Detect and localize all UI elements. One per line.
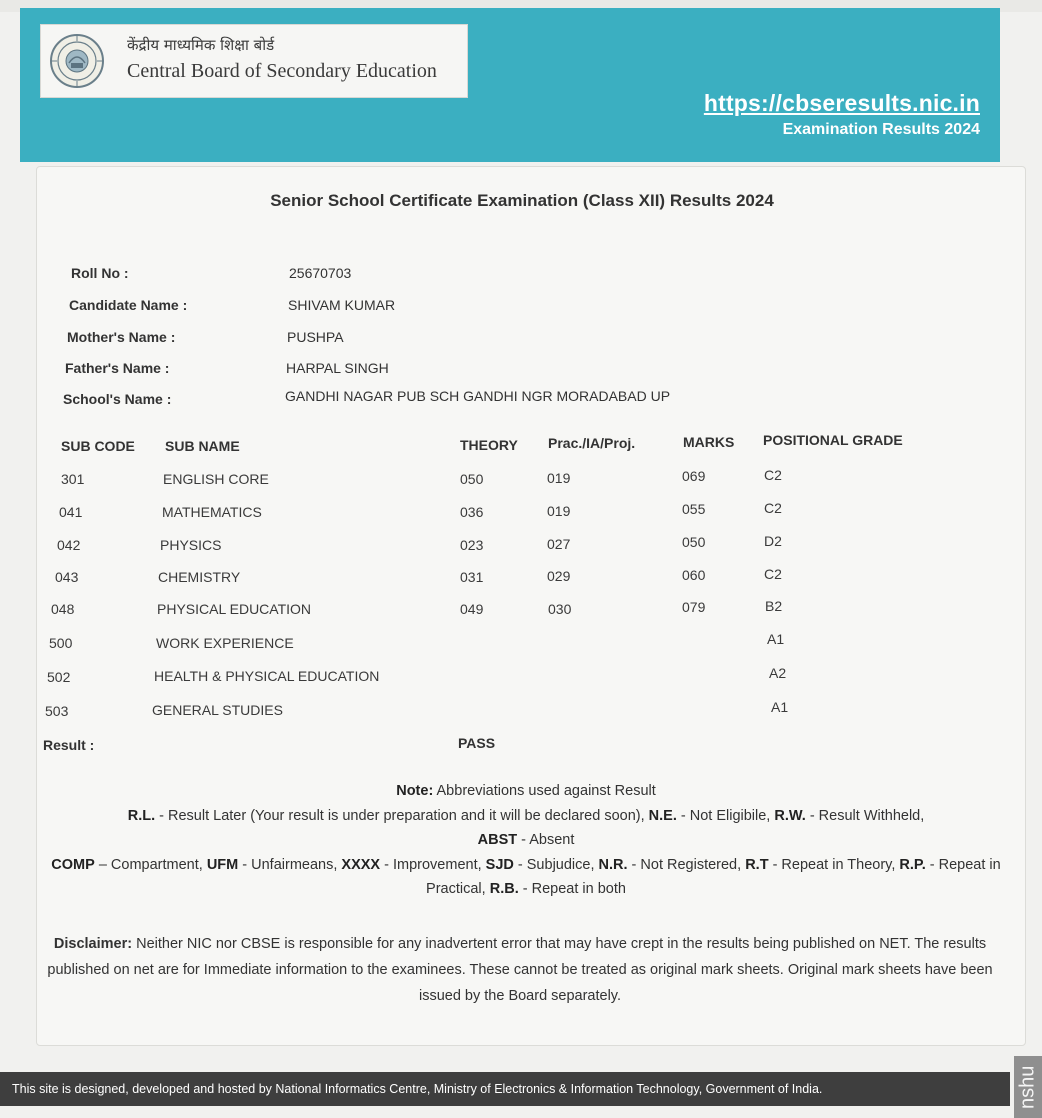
school-name-value: GANDHI NAGAR PUB SCH GANDHI NGR MORADABAD UP [285,388,671,404]
disclaimer [37,931,1003,1009]
note-ne: N.E. [648,807,677,824]
results-year-label: Examination Results 2024 [782,121,980,138]
table-row-3-name: PHYSICS [160,537,222,553]
result-label: Result : [43,737,95,753]
table-row-7-code: 502 [47,669,71,685]
note-sjd-text: - Subjudice, [517,856,595,873]
table-row-4-code: 043 [55,569,79,585]
table-row-5-marks: 079 [682,599,706,615]
note-comp-text: – Compartment, [98,856,203,873]
table-row-2-theory: 036 [460,504,484,520]
note-rw: R.W. [774,807,806,824]
note-sjd: SJD [485,856,514,873]
note-abst: ABST [477,832,518,848]
table-row-6-name: WORK EXPERIENCE [156,635,294,651]
table-row-1-grade: C2 [764,467,782,483]
table-row-3-theory: 023 [460,537,484,553]
note-rt: R.T [745,856,769,873]
note-rb-text: - Repeat in both [522,881,626,897]
note-comp: COMP [51,856,95,873]
table-row-1-marks: 069 [682,468,706,484]
table-row-4-marks: 060 [682,567,706,583]
disclaimer-label: Disclaimer: [53,936,133,952]
table-row-8-code: 503 [45,703,69,719]
table-row-6-code: 500 [49,635,73,651]
page-footer: This site is designed, developed and hosted by National Informatics Centre, Ministry of Electronics & Information Technology, Government of India. [0,1072,1010,1106]
note-abst-text: - Absent [521,832,575,848]
table-row-5-code: 048 [51,601,75,617]
table-row-3-practical: 027 [547,536,571,552]
table-row-2-practical: 019 [547,503,571,519]
col-header-sub-code: SUB CODE [61,438,135,454]
note-line-1 [51,804,1001,829]
candidate-name-label: Candidate Name : [69,297,188,313]
table-row-1-practical: 019 [547,470,571,486]
table-row-5-theory: 049 [460,601,484,617]
note-ne-text: - Not Eligibile, [680,807,771,824]
note-rp-text: - Repeat in Practical, [426,856,1001,897]
note-ufm: UFM [206,856,239,873]
col-header-sub-name: SUB NAME [165,438,240,454]
exam-title: Senior School Certificate Examination (Class XII) Results 2024 [270,191,774,210]
table-row-3-code: 042 [57,537,81,553]
table-row-2-name: MATHEMATICS [162,504,262,520]
result-value: PASS [458,735,496,751]
note-title: Note: [396,783,434,799]
mother-name-label: Mother's Name : [67,329,176,345]
table-row-5-practical: 030 [548,601,572,617]
col-header-marks: MARKS [683,434,735,450]
table-row-5-name: PHYSICAL EDUCATION [157,601,312,617]
result-card [36,166,1026,1046]
edge-watermark-text: nshu [1014,1056,1042,1118]
board-logo-box [40,24,468,98]
note-title-rest: Abbreviations used against Result [436,783,656,799]
table-row-1-theory: 050 [460,471,484,487]
table-row-1-name: ENGLISH CORE [163,471,269,487]
note-nr-text: - Not Registered, [631,856,742,873]
note-line-3 [51,853,1001,902]
table-row-2-code: 041 [59,504,83,520]
cbse-emblem-icon [49,33,105,89]
board-name-english: Central Board of Secondary Education [127,60,437,82]
note-nr: N.R. [598,856,628,873]
roll-no-label: Roll No : [71,265,129,281]
table-row-3-grade: D2 [764,533,782,549]
table-row-6-grade: A1 [767,631,785,647]
note-line-2 [51,828,1001,853]
note-rw-text: - Result Withheld, [809,807,925,824]
note-ufm-text: - Unfairmeans, [242,856,338,873]
board-name-hindi: केंद्रीय माध्यमिक शिक्षा बोर्ड [127,36,275,54]
table-row-2-grade: C2 [764,500,782,516]
col-header-grade: POSITIONAL GRADE [763,432,903,448]
table-row-5-grade: B2 [765,598,783,614]
table-row-2-marks: 055 [682,501,706,517]
table-row-7-name: HEALTH & PHYSICAL EDUCATION [154,668,380,684]
table-row-3-marks: 050 [682,534,706,550]
table-row-8-grade: A1 [771,699,789,715]
note-rp: R.P. [899,856,926,873]
note-xxxx: XXXX [341,856,381,873]
father-name-value: HARPAL SINGH [286,360,389,376]
candidate-name-value: SHIVAM KUMAR [288,297,396,313]
table-row-4-grade: C2 [764,566,782,582]
note-xxxx-text: - Improvement, [384,856,482,873]
table-row-8-name: GENERAL STUDIES [152,702,283,718]
note-rt-text: - Repeat in Theory, [772,856,896,873]
page-header [20,8,1000,162]
table-row-4-theory: 031 [460,569,484,585]
table-row-4-name: CHEMISTRY [158,569,241,585]
col-header-practical: Prac./IA/Proj. [548,435,636,451]
note-rl-text: - Result Later (Your result is under preparation and it will be declared soon), [159,807,645,824]
disclaimer-text: Neither NIC nor CBSE is responsible for any inadvertent error that may have crept in the results being published on NET. The results published on net are for Immediate information to the examinees. These cannot be treated as original mark sheets. Original mark sheets have been issued by the Board separately. [47,936,993,1004]
note-rb: R.B. [489,881,519,897]
note-heading [51,779,1001,804]
school-name-label: School's Name : [63,391,172,407]
col-header-theory: THEORY [460,437,518,453]
roll-no-value: 25670703 [289,265,352,281]
mother-name-value: PUSHPA [287,329,344,345]
father-name-label: Father's Name : [65,360,170,376]
table-row-7-grade: A2 [769,665,787,681]
note-rl: R.L. [127,807,156,824]
site-url-link[interactable]: https://cbseresults.nic.in [703,90,980,116]
abbreviations-note [51,779,1001,902]
table-row-1-code: 301 [61,471,85,487]
table-row-4-practical: 029 [547,568,571,584]
